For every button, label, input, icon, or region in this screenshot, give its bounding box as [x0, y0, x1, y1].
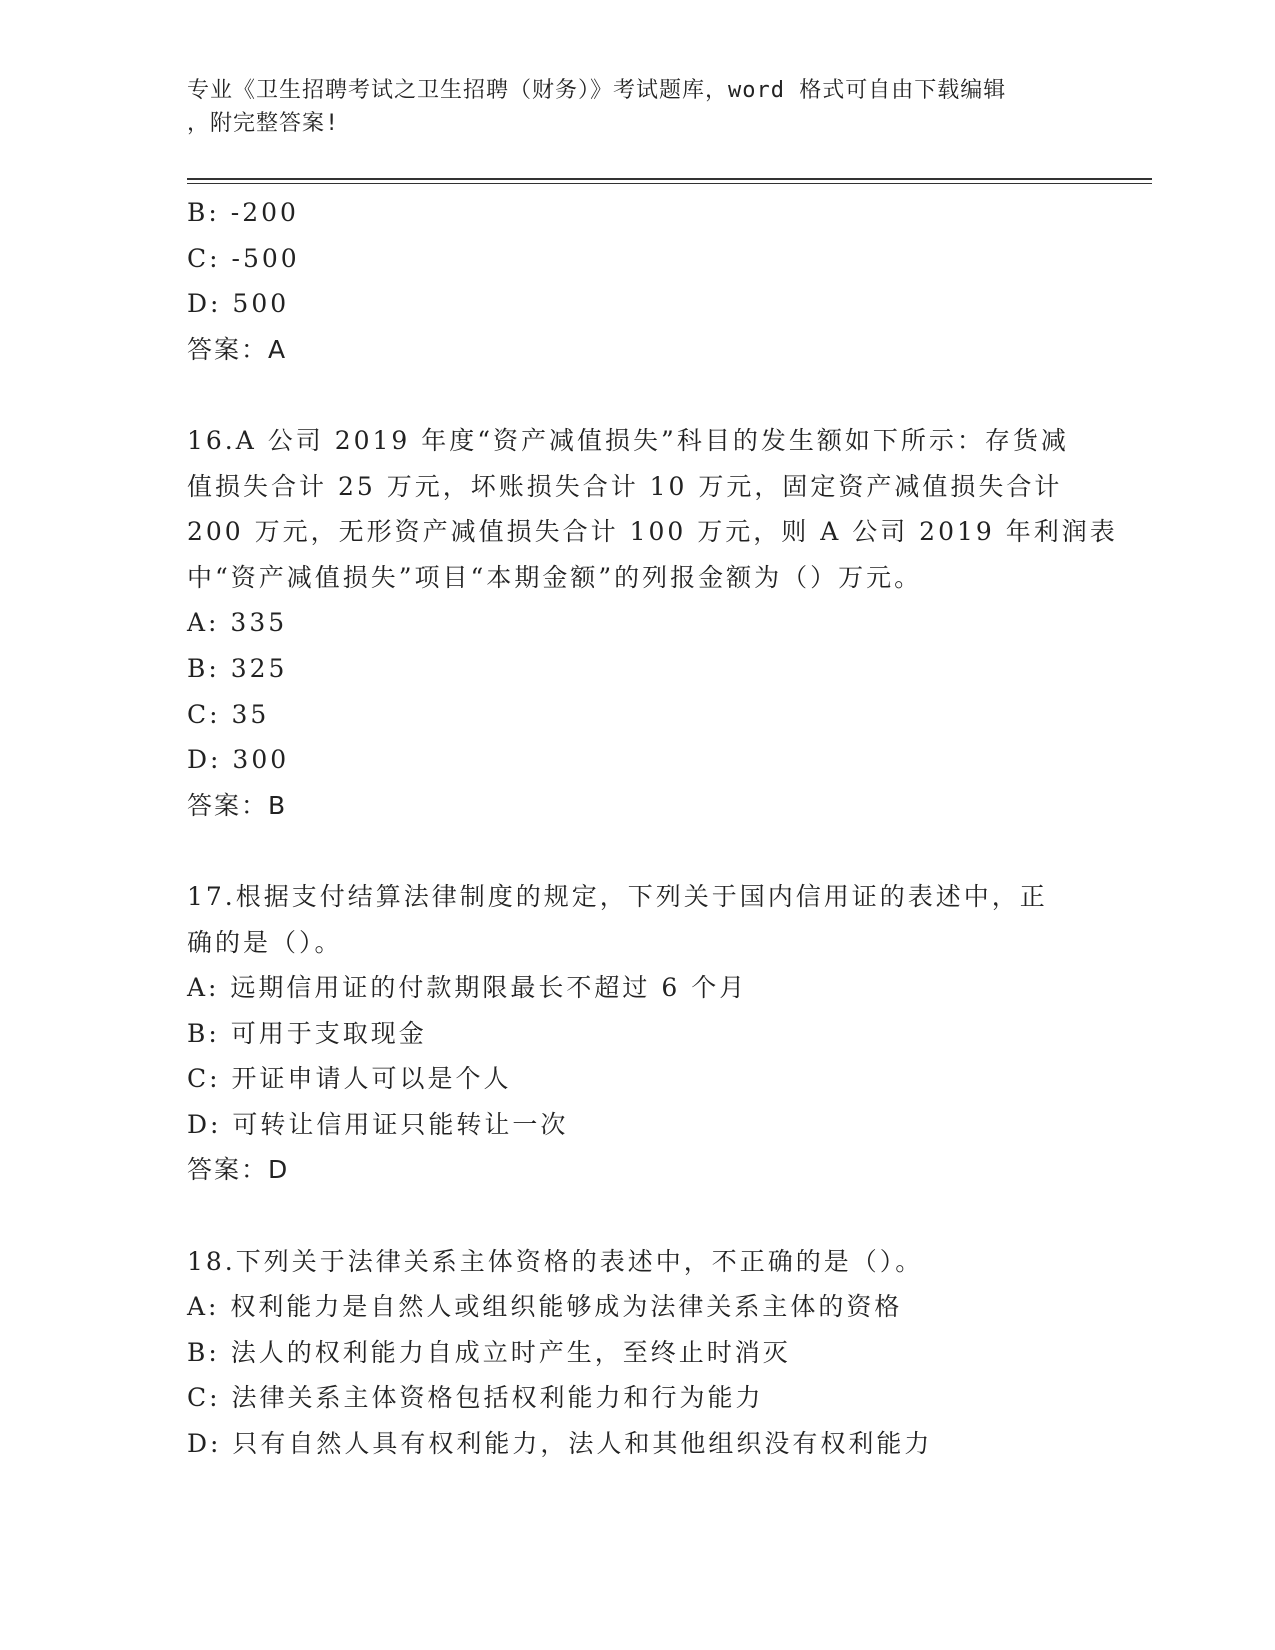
answer-line: 答案：B [187, 790, 288, 820]
question-text-line: 中“资产减值损失”项目“本期金额”的列报金额为（）万元。 [187, 562, 923, 592]
option-c: C: 开证申请人可以是个人 [187, 1064, 512, 1094]
option-a: A: 远期信用证的付款期限最长不超过 6 个月 [187, 973, 748, 1003]
question-text-line: 16.A 公司 2019 年度“资产减值损失”科目的发生额如下所示：存货减 [187, 425, 1069, 455]
question-text-line: 确的是（）。 [187, 927, 343, 957]
question-text-line: 200 万元，无形资产减值损失合计 100 万元，则 A 公司 2019 年利润表 [187, 517, 1118, 547]
header-line-1: 专业《卫生招聘考试之卫生招聘（财务）》考试题库，word 格式可自由下载编辑 [187, 78, 1007, 103]
prev-question-block [187, 190, 1087, 372]
question-text-line: 17.根据支付结算法律制度的规定，下列关于国内信用证的表述中，正 [187, 881, 1048, 911]
option-c: C: -500 [187, 243, 300, 273]
question-text-line: 值损失合计 25 万元，坏账损失合计 10 万元，固定资产减值损失合计 [187, 471, 1063, 501]
document-header [187, 74, 1087, 140]
question-16 [187, 418, 1118, 828]
option-d: D: 300 [187, 745, 290, 775]
option-d: D: 可转让信用证只能转让一次 [187, 1109, 569, 1139]
option-d: D: 500 [187, 289, 290, 319]
option-b: B: -200 [187, 198, 299, 227]
question-content [187, 190, 1118, 1467]
option-d: D: 只有自然人具有权利能力，法人和其他组织没有权利能力 [187, 1429, 933, 1459]
answer-line: 答案：D [187, 1155, 290, 1185]
option-a: A: 335 [187, 608, 288, 638]
question-18 [187, 1239, 1087, 1467]
option-b: B: 法人的权利能力自成立时产生，至终止时消灭 [187, 1337, 791, 1367]
option-b: B: 可用于支取现金 [187, 1018, 427, 1048]
answer-line: 答案：A [187, 334, 288, 364]
question-17 [187, 874, 1087, 1193]
question-text-line: 18.下列关于法律关系主体资格的表述中，不正确的是（）。 [187, 1246, 924, 1276]
option-c: C: 35 [187, 699, 270, 729]
header-line-2: ，附完整答案! [187, 111, 340, 136]
header-rule-thin [187, 183, 1152, 184]
option-b: B: 325 [187, 653, 288, 683]
option-c: C: 法律关系主体资格包括权利能力和行为能力 [187, 1383, 764, 1413]
option-a: A: 权利能力是自然人或组织能够成为法律关系主体的资格 [187, 1292, 903, 1322]
header-rule-thick [187, 178, 1152, 180]
